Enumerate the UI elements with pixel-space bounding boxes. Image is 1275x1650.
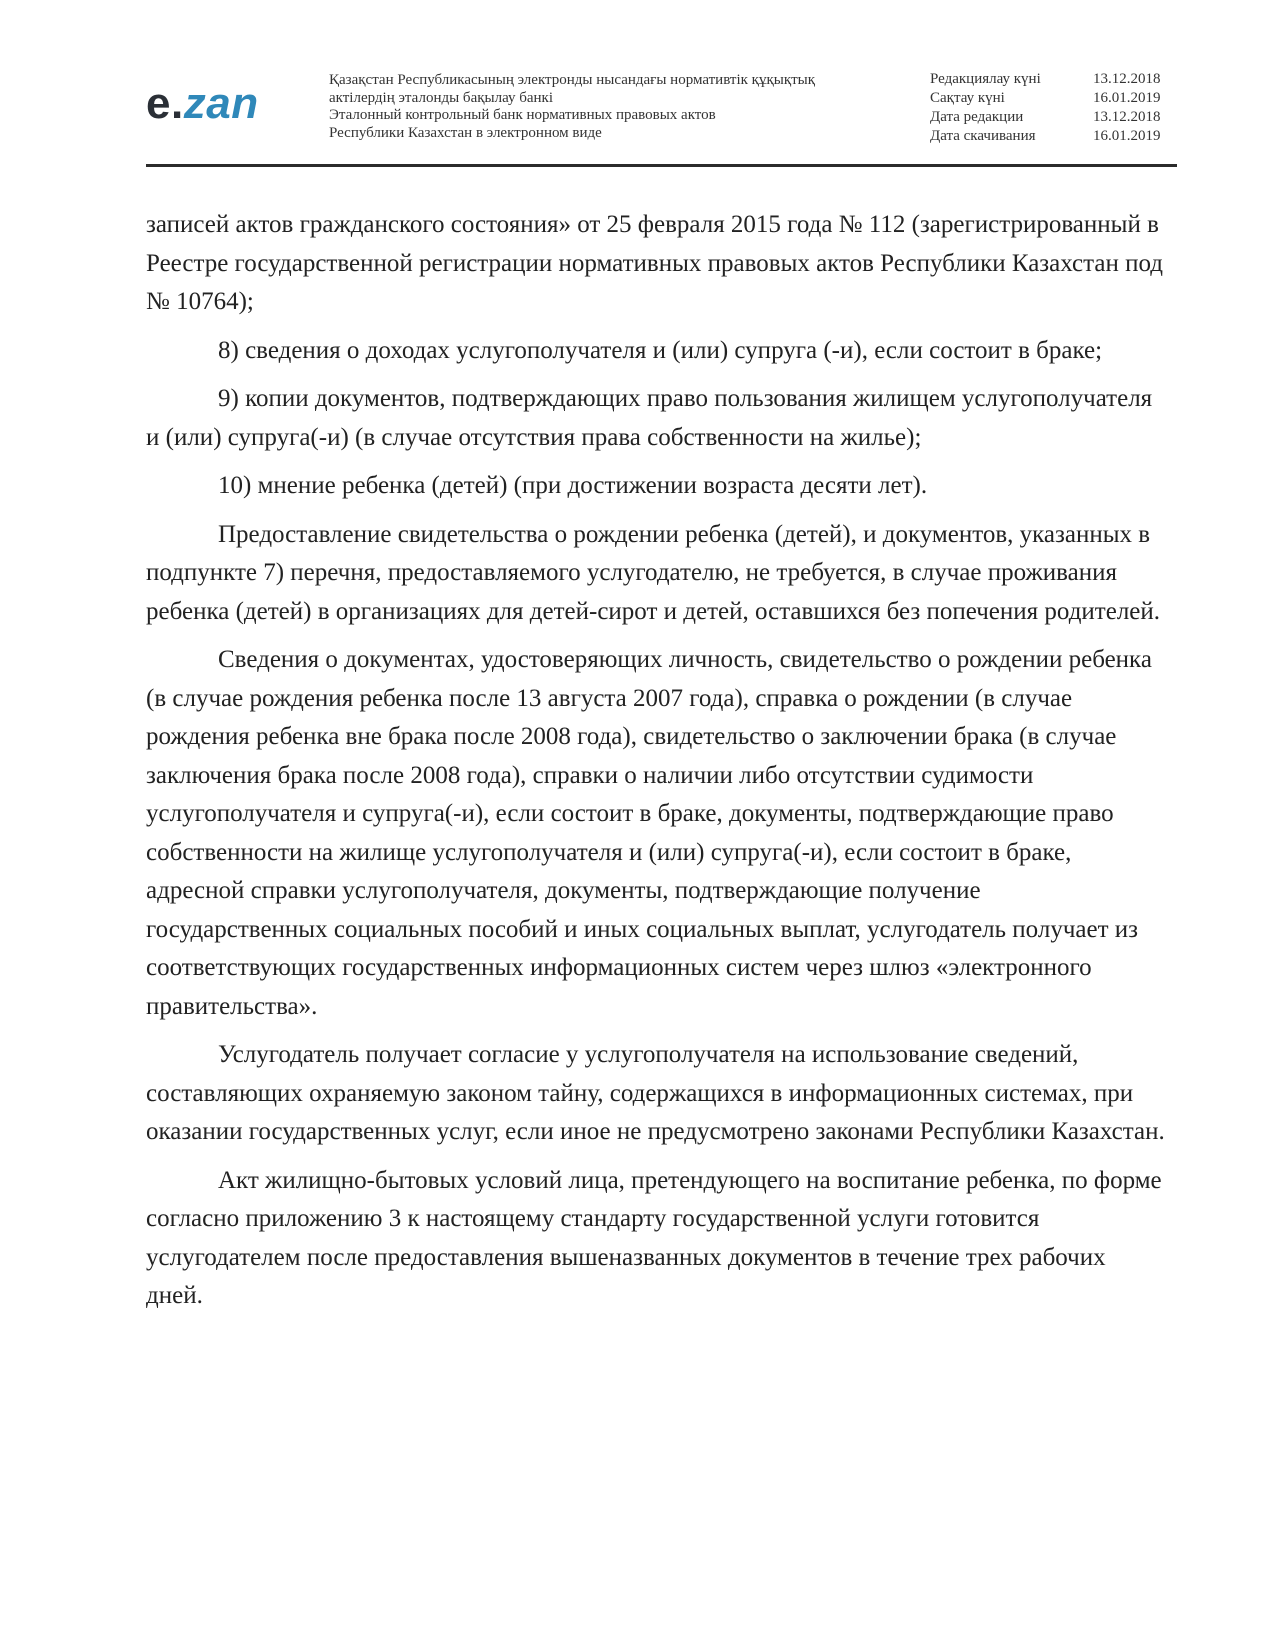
org-line: актілердің эталонды бақылау банкі xyxy=(329,89,553,106)
ezan-logo xyxy=(146,79,259,128)
logo-e: e xyxy=(146,79,171,128)
meta-label: Дата редакции xyxy=(930,109,1024,125)
logo-dot: . xyxy=(170,79,184,128)
meta-row-download-date-ru xyxy=(930,127,1183,146)
meta-label: Сақтау күні xyxy=(930,90,1005,106)
org-line: Эталонный контрольный банк нормативных правовых актов xyxy=(329,107,716,123)
document-dates xyxy=(930,70,1183,146)
header-divider xyxy=(146,164,1177,167)
org-line: Қазақстан Республикасының электронды нысандағы нормативтік құқықтық xyxy=(329,72,816,88)
page-header xyxy=(146,66,1177,166)
paragraph-documents-info: Сведения о документах, удостоверяющих личность, свидетельство о рождении ребенка (в случае рождения ребенка после 13 августа 2007 года), справка о рождении (в случае рождения ребенка вне брака после 2008 года), свидетельство о заключении брака (в случае заключения брака после 2008 года), справки о наличии либо отсутствии судимости услугополучателя и супруга(-и), если состоит в браке, документы, подтверждающие право собственности на жилище услугополучателя и (или) супруга(-и), если состоит в браке, адресной справки услугополучателя, документы, подтверждающие получение государственных социальных пособий и иных социальных выплат, услугодатель получает из соответствующих государственных информационных систем через шлюз «электронного правительства». xyxy=(146,646,1152,1020)
meta-row-edit-date-kz xyxy=(930,70,1183,89)
paragraph-item-9: 9) копии документов, подтверждающих право пользования жилищем услугополучателя и (или) супруга(-и) (в случае отсутствия права собственности на жилье); xyxy=(146,385,1153,451)
paragraph-item-8: 8) сведения о доходах услугополучателя и (или) супруга (-и), если состоит в браке; xyxy=(218,336,1103,364)
paragraph-certificate-note: Предоставление свидетельства о рождении ребенка (детей), и документов, указанных в подпункте 7) перечня, предоставляемого услугодателю, не требуется, в случае проживания ребенка (детей) в организациях для детей-сирот и детей, оставшихся без попечения родителей. xyxy=(146,520,1161,625)
meta-label: Дата скачивания xyxy=(930,128,1036,144)
meta-row-save-date-kz xyxy=(930,89,1183,108)
paragraph-consent: Услугодатель получает согласие у услугополучателя на использование сведений, составляющих охраняемую законом тайну, содержащихся в информационных системах, при оказании государственных услуг, если иное не предусмотрено законами Республики Казахстан. xyxy=(146,1041,1165,1145)
paragraph-living-conditions-act: Акт жилищно-бытовых условий лица, претендующего на воспитание ребенка, по форме согласно приложению 3 к настоящему стандарту государственной услуги готовится услугодателем после предоставления вышеназванных документов в течение трех рабочих дней. xyxy=(146,1166,1162,1309)
meta-value: 13.12.2018 xyxy=(1093,109,1161,125)
document-body xyxy=(146,206,1166,1326)
meta-value: 13.12.2018 xyxy=(1093,71,1161,87)
org-description xyxy=(329,72,815,142)
paragraph-continuation: записей актов гражданского состояния» от 25 февраля 2015 года № 112 (зарегистрированный в Реестре государственной регистрации нормативных правовых актов Республики Казахстан под № 10764); xyxy=(146,211,1163,315)
meta-row-edit-date-ru xyxy=(930,108,1183,127)
paragraph-item-10: 10) мнение ребенка (детей) (при достижении возраста десяти лет). xyxy=(218,472,928,499)
logo-zan: zan xyxy=(183,79,259,128)
meta-label: Редакциялау күні xyxy=(930,71,1041,87)
meta-value: 16.01.2019 xyxy=(1093,90,1161,106)
meta-value: 16.01.2019 xyxy=(1093,128,1161,144)
org-line: Республики Казахстан в электронном виде xyxy=(329,124,602,141)
